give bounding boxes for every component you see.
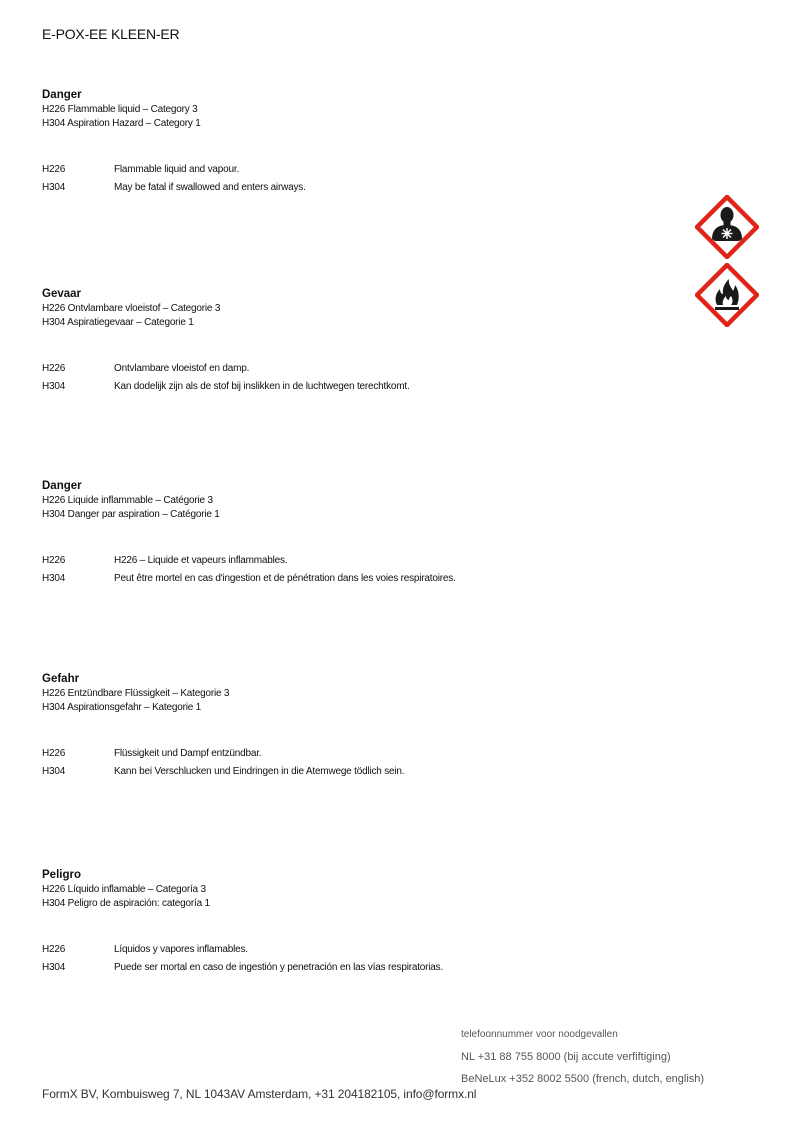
signal-word: Peligro [42, 869, 81, 881]
statement-row [42, 763, 662, 781]
hazard-section-es [42, 868, 662, 977]
classification-line: H226 Liquide inflammable – Catégorie 3 [42, 495, 213, 506]
statement-code: H226 [42, 555, 66, 566]
statement-row [42, 941, 662, 959]
statement-code: H304 [42, 962, 66, 973]
hazard-statements [42, 745, 662, 781]
statement-code: H226 [42, 363, 66, 374]
statement-text: H226 – Liquide et vapeurs inflammables. [114, 555, 288, 566]
statement-row [42, 179, 662, 197]
statement-code: H226 [42, 164, 66, 175]
hazard-section-fr [42, 479, 662, 588]
classification-line: H226 Flammable liquid – Category 3 [42, 104, 198, 115]
statement-text: May be fatal if swallowed and enters airways. [114, 182, 306, 193]
classification-line: H304 Danger par aspiration – Catégorie 1 [42, 509, 220, 520]
classification-line: H304 Aspiration Hazard – Category 1 [42, 118, 201, 129]
signal-word: Gevaar [42, 288, 82, 300]
statement-text: Puede ser mortal en caso de ingestión y penetración en las vías respiratorias. [114, 962, 444, 973]
classification-line: H304 Peligro de aspiración: categoría 1 [42, 898, 210, 909]
hazard-section-de [42, 672, 662, 781]
classification-line: H304 Aspiratiegevaar – Categorie 1 [42, 317, 194, 328]
statement-text: Líquidos y vapores inflamables. [114, 944, 248, 955]
classification-line: H304 Aspirationsgefahr – Kategorie 1 [42, 702, 202, 713]
statement-code: H304 [42, 766, 66, 777]
statement-text: Flüssigkeit und Dampf entzündbar. [114, 748, 262, 759]
statement-code: H304 [42, 182, 66, 193]
hazard-statements [42, 941, 662, 977]
classification-line: H226 Ontvlambare vloeistof – Categorie 3 [42, 303, 221, 314]
statement-row [42, 570, 662, 588]
hazard-statements [42, 360, 662, 396]
statement-code: H304 [42, 573, 66, 584]
hazard-statements [42, 552, 662, 588]
company-footer: FormX BV, Kombuisweg 7, NL 1043AV Amsterdam, +31 204182105, info@formx.nl [42, 1087, 477, 1101]
health-hazard-icon [695, 195, 759, 259]
statement-code: H226 [42, 748, 66, 759]
flame-icon [695, 263, 759, 327]
emergency-contact [461, 1028, 704, 1094]
statement-row [42, 161, 662, 179]
hazard-section-nl [42, 287, 662, 396]
signal-word: Danger [42, 89, 82, 101]
statement-text: Peut être mortel en cas d'ingestion et de pénétration dans les voies respiratoires. [114, 573, 456, 584]
statement-text: Kann bei Verschlucken und Eindringen in die Atemwege tödlich sein. [114, 766, 405, 777]
emergency-phone-nl: NL +31 88 755 8000 (bij accute verfiftiging) [461, 1051, 671, 1063]
statement-text: Ontvlambare vloeistof en damp. [114, 363, 250, 374]
statement-text: Flammable liquid and vapour. [114, 164, 240, 175]
signal-word: Danger [42, 480, 82, 492]
statement-row [42, 959, 662, 977]
emergency-phone-benelux: BeNeLux +352 8002 5500 (french, dutch, english) [461, 1073, 705, 1085]
statement-row [42, 552, 662, 570]
statement-code: H304 [42, 381, 66, 392]
statement-row [42, 378, 662, 396]
statement-code: H226 [42, 944, 66, 955]
statement-text: Kan dodelijk zijn als de stof bij inslikken in de luchtwegen terechtkomt. [114, 381, 410, 392]
classification-line: H226 Líquido inflamable – Categoría 3 [42, 884, 206, 895]
statement-row [42, 745, 662, 763]
statement-row [42, 360, 662, 378]
signal-word: Gefahr [42, 673, 80, 685]
classification-line: H226 Entzündbare Flüssigkeit – Kategorie 3 [42, 688, 230, 699]
hazard-statements [42, 161, 662, 197]
hazard-section-en [42, 88, 662, 197]
emergency-title: telefoonnummer voor noodgevallen [461, 1029, 618, 1040]
document-title: E-POX-EE KLEEN-ER [42, 26, 180, 42]
